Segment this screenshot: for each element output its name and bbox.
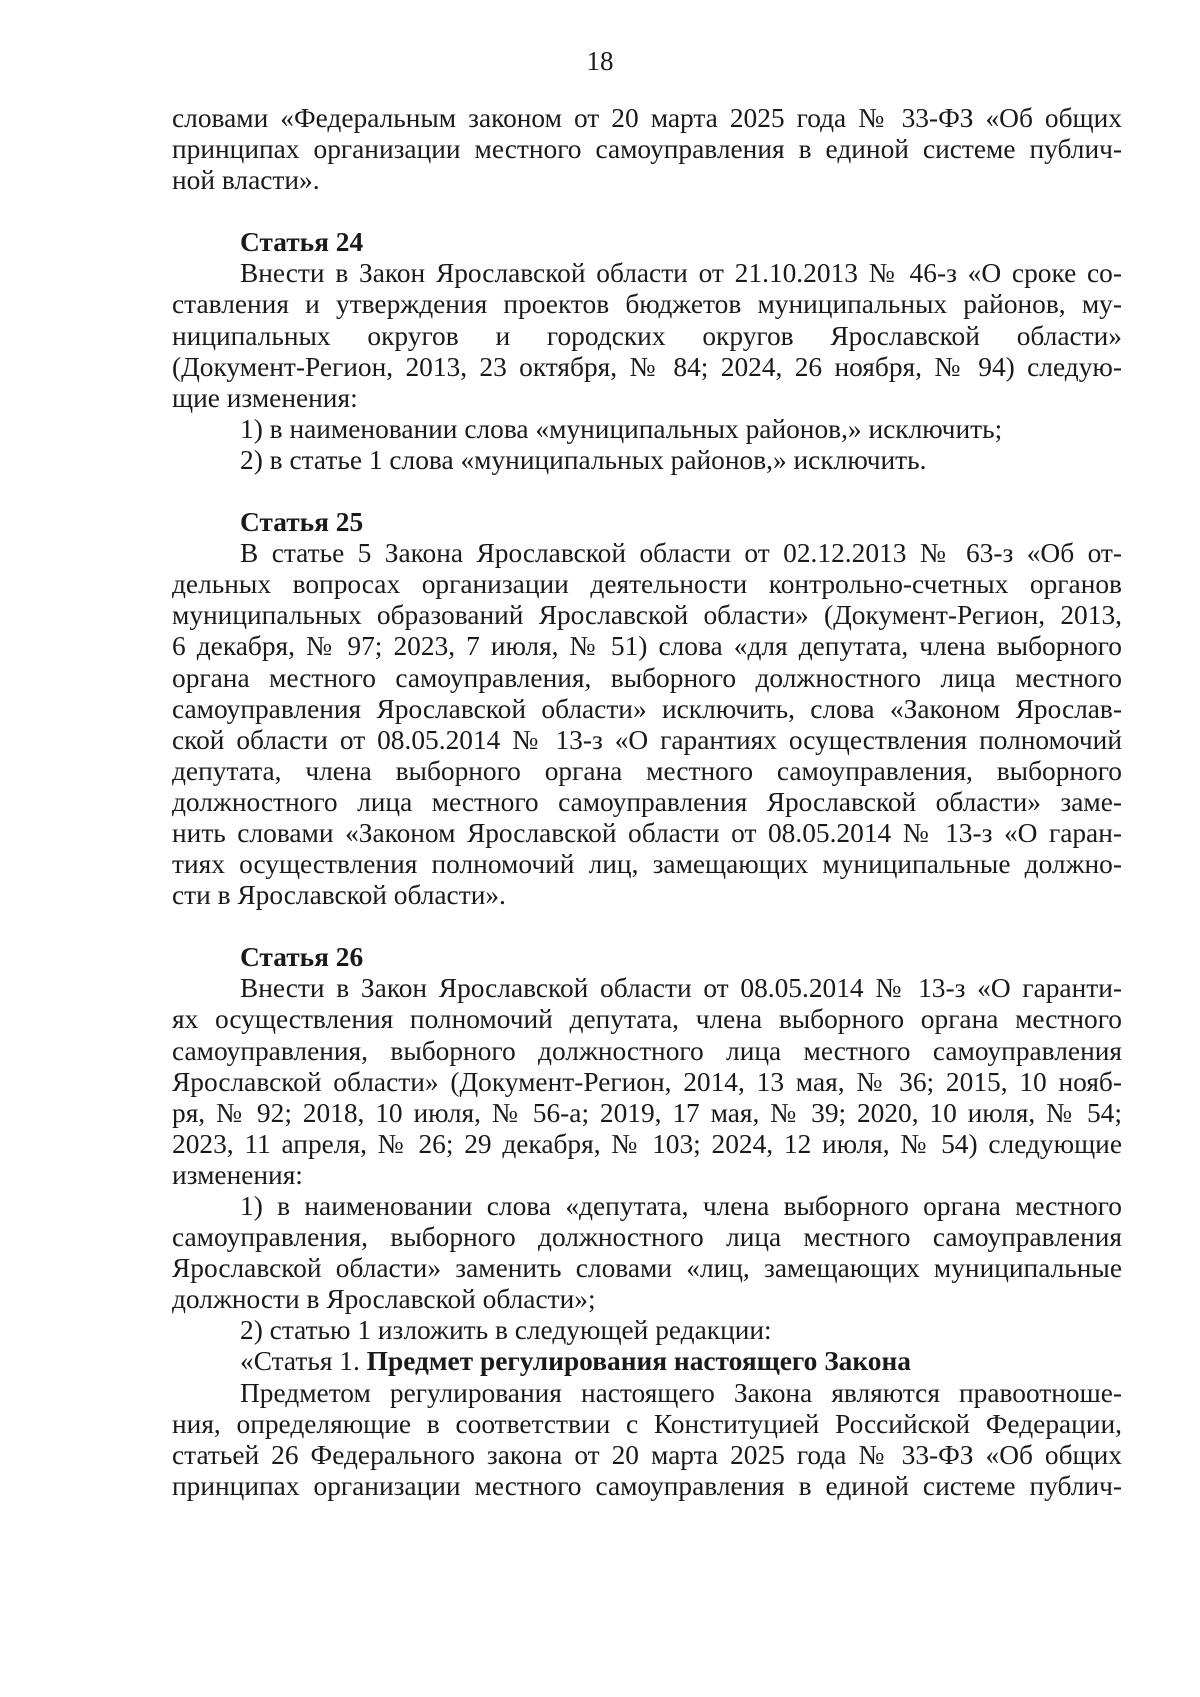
paragraph	[172, 258, 1122, 413]
text-line: изменения:	[172, 1159, 303, 1190]
paragraph	[172, 1315, 1122, 1346]
paragraph	[172, 1378, 1122, 1502]
text-line: органа местного самоуправления, выборного должностного лица местного	[172, 662, 1122, 693]
text-line: щие изменения:	[172, 382, 358, 413]
article-heading: Статья 25	[240, 507, 364, 538]
text-line: ях осуществления полномочий депутата, члена выборного органа местного	[172, 1004, 1122, 1035]
text-line: ния, определяющие в соответствии с Конституцией Российской Федерации,	[172, 1408, 1122, 1439]
text-line: самоуправления Ярославской области» исключить, слова «Законом Ярослав-	[172, 693, 1122, 724]
text-line: должности в Ярославской области»;	[172, 1284, 596, 1315]
text-line: ной власти».	[172, 165, 320, 196]
text-line: тиях осуществления полномочий лиц, замещающих муниципальные должно-	[172, 849, 1122, 880]
paragraph-gap	[172, 196, 1122, 227]
text-line: муниципальных образований Ярославской области» (Документ-Регион, 2013,	[172, 600, 1122, 631]
article-title-prefix: «Статья 1.	[240, 1346, 367, 1377]
text-line: ниципальных округов и городских округов Ярославской области»	[172, 320, 1122, 351]
text-line: статьей 26 Федерального закона от 20 марта 2025 года № 33-ФЗ «Об общих	[172, 1439, 1122, 1470]
paragraph-gap	[172, 476, 1122, 507]
document-body	[172, 103, 1122, 1502]
text-line: 1) в наименовании слова «муниципальных районов,» исключить;	[240, 413, 1003, 444]
paragraph-gap	[172, 911, 1122, 942]
text-line: должностного лица местного самоуправления Ярославской области» заме-	[172, 786, 1122, 817]
paragraph	[172, 445, 1122, 476]
paragraph	[172, 103, 1122, 196]
page-number: 18	[586, 46, 614, 76]
text-line: 6 декабря, № 97; 2023, 7 июля, № 51) слова «для депутата, члена выборного	[172, 631, 1122, 662]
text-line: В статье 5 Закона Ярославской области от 02.12.2013 № 63-з «Об от-	[240, 538, 1122, 569]
text-line: самоуправления, выборного должностного лица местного самоуправления	[172, 1035, 1122, 1066]
paragraph	[172, 1191, 1122, 1315]
text-line: дельных вопросах организации деятельности контрольно-счетных органов	[172, 569, 1122, 600]
text-line: сти в Ярославской области».	[172, 880, 506, 911]
text-line: Внести в Закон Ярославской области от 21.10.2013 № 46-з «О сроке со-	[240, 258, 1122, 289]
article-heading: Статья 24	[240, 227, 364, 258]
text-line: словами «Федеральным законом от 20 марта 2025 года № 33-ФЗ «Об общих	[172, 103, 1122, 133]
article-title-line	[172, 1346, 1122, 1377]
text-line: Предметом регулирования настоящего Закона являются правоотноше-	[240, 1377, 1122, 1408]
text-line: принципах организации местного самоуправления в единой системе публич-	[172, 134, 1122, 165]
paragraph	[172, 414, 1122, 445]
text-line: (Документ-Регион, 2013, 23 октября, № 84; 2024, 26 ноября, № 94) следую-	[172, 351, 1122, 382]
paragraph	[172, 973, 1122, 1191]
text-line: Ярославской области» заменить словами «лиц, замещающих муниципальные	[172, 1253, 1122, 1284]
text-line: ставления и утверждения проектов бюджетов муниципальных районов, му-	[172, 289, 1122, 320]
text-line: 1) в наименовании слова «депутата, члена выборного органа местного	[240, 1191, 1122, 1221]
text-line: 2) статью 1 изложить в следующей редакции:	[240, 1315, 772, 1346]
text-line: принципах организации местного самоуправления в единой системе публич-	[172, 1470, 1122, 1501]
text-line: 2023, 11 апреля, № 26; 29 декабря, № 103; 2024, 12 июля, № 54) следующие	[172, 1128, 1122, 1159]
text-line: ря, № 92; 2018, 10 июля, № 56-а; 2019, 17 мая, № 39; 2020, 10 июля, № 54;	[172, 1097, 1122, 1128]
text-line: нить словами «Законом Ярославской области от 08.05.2014 № 13-з «О гаран-	[172, 817, 1122, 848]
text-line: депутата, члена выборного органа местного самоуправления, выборного	[172, 755, 1122, 786]
paragraph	[172, 538, 1122, 911]
article-heading: Статья 26	[240, 942, 364, 973]
text-line: Ярославской области» (Документ-Регион, 2014, 13 мая, № 36; 2015, 10 нояб-	[172, 1066, 1122, 1097]
text-line: ской области от 08.05.2014 № 13-з «О гарантиях осуществления полномочий	[172, 724, 1122, 755]
text-line: Внести в Закон Ярославской области от 08.05.2014 № 13-з «О гаранти-	[240, 973, 1122, 1004]
text-line: самоуправления, выборного должностного лица местного самоуправления	[172, 1222, 1122, 1253]
text-line: 2) в статье 1 слова «муниципальных районов,» исключить.	[240, 444, 927, 475]
article-title-bold: Предмет регулирования настоящего Закона	[366, 1346, 911, 1377]
